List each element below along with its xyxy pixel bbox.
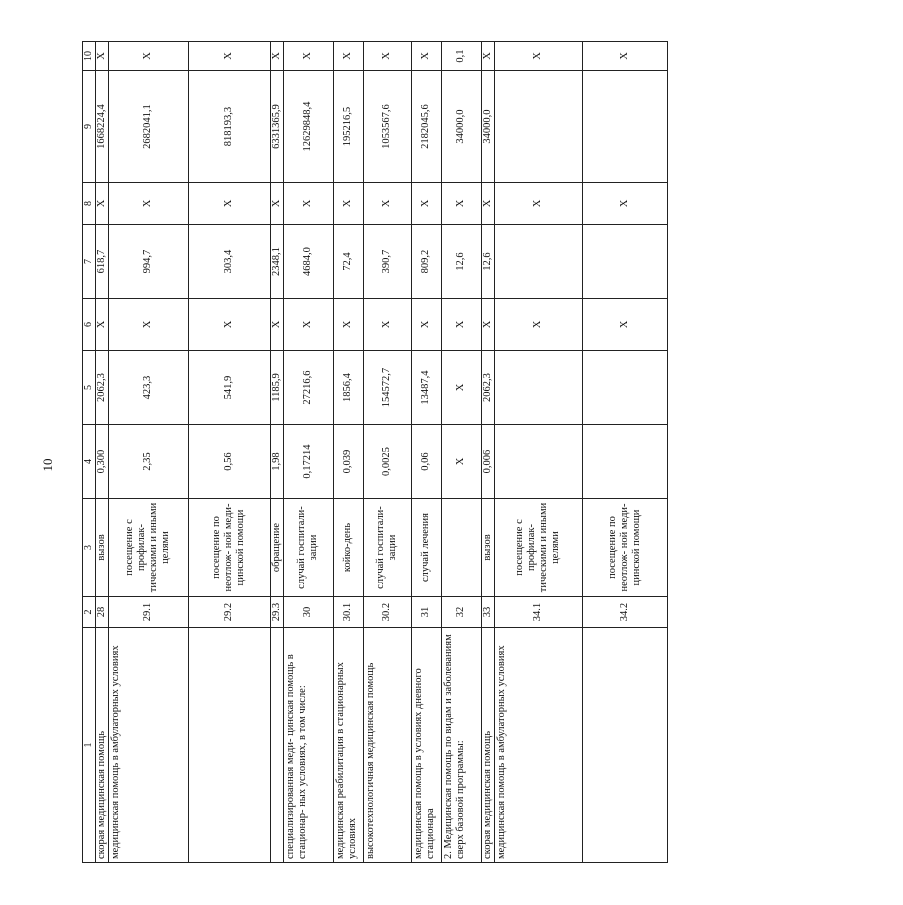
table-cell: 423,3 (108, 351, 188, 425)
table-cell (494, 425, 582, 499)
table-cell: вызов (481, 499, 494, 597)
table-cell (582, 225, 667, 299)
table-cell: 2,35 (108, 425, 188, 499)
row-name-cell: медицинская помощь в условиях дневного стационара (411, 628, 441, 863)
table-cell: 12,6 (441, 225, 481, 299)
page-number: 10 (40, 458, 55, 472)
table-row (188, 42, 270, 863)
table-cell: 0,039 (333, 425, 363, 499)
table-cell: обращение (270, 499, 283, 597)
table-cell: 72,4 (333, 225, 363, 299)
table-cell: X (481, 299, 494, 351)
header-cell: 8 (83, 183, 96, 225)
header-cell: 6 (83, 299, 96, 351)
table-cell: X (270, 183, 283, 225)
table-cell (494, 71, 582, 183)
table-cell: X (270, 42, 283, 71)
row-name-cell: скорая медицинская помощь (481, 628, 494, 863)
table-cell: 303,4 (188, 225, 270, 299)
table-cell: 12,6 (481, 225, 494, 299)
table-cell: 2682041,1 (108, 71, 188, 183)
table-row (270, 42, 283, 863)
table-cell: 0,1 (441, 42, 481, 71)
row-name-cell: медицинская помощь в амбулаторных условиях (494, 628, 582, 863)
table-cell: 29.3 (270, 597, 283, 628)
table-cell: X (283, 299, 333, 351)
table-cell (441, 499, 481, 597)
table-cell: 390,7 (363, 225, 411, 299)
table-cell: случай госпитали- зации (363, 499, 411, 597)
header-cell: 10 (83, 42, 96, 71)
table-cell: X (333, 183, 363, 225)
table-cell: X (363, 42, 411, 71)
table-cell: посещение с профилак- тическими и иными целями (108, 499, 188, 597)
table-cell: 31 (411, 597, 441, 628)
table-cell: X (108, 42, 188, 71)
table-cell: X (441, 299, 481, 351)
table-cell: 34000,0 (481, 71, 494, 183)
table-cell: 32 (441, 597, 481, 628)
table-cell: X (270, 299, 283, 351)
table-cell: 1856,4 (333, 351, 363, 425)
row-name-cell: 2. Медицинская помощь по видам и заболеваниям сверх базовой программы: (441, 628, 481, 863)
header-cell: 3 (83, 499, 96, 597)
header-row (83, 42, 96, 863)
table-cell: X (363, 299, 411, 351)
table-cell: X (95, 299, 108, 351)
table-cell: 13487,4 (411, 351, 441, 425)
table-cell: 0,06 (411, 425, 441, 499)
table-cell: 195216,5 (333, 71, 363, 183)
table-cell: X (582, 42, 667, 71)
table-cell (582, 425, 667, 499)
table-cell: X (441, 425, 481, 499)
table-row (441, 42, 481, 863)
table-cell: 0,0025 (363, 425, 411, 499)
table-cell: 1185,9 (270, 351, 283, 425)
table-cell: 0,006 (481, 425, 494, 499)
table-cell: X (363, 183, 411, 225)
table-cell: посещение по неотлож- ной меди- цинской помощи (188, 499, 270, 597)
row-name-cell (188, 628, 270, 863)
table-cell: 0,56 (188, 425, 270, 499)
table-cell: 4684,0 (283, 225, 333, 299)
table-cell: 618,7 (95, 225, 108, 299)
table-cell: 34.1 (494, 597, 582, 628)
table-cell: 0,300 (95, 425, 108, 499)
row-name-cell: скорая медицинская помощь (95, 628, 108, 863)
table-cell: X (481, 42, 494, 71)
header-cell: 9 (83, 71, 96, 183)
table-cell (582, 351, 667, 425)
table-cell: X (481, 183, 494, 225)
table-cell: X (494, 42, 582, 71)
table-cell: 994,7 (108, 225, 188, 299)
table-row (333, 42, 363, 863)
data-table (82, 41, 668, 863)
table-row (481, 42, 494, 863)
table-cell: 34000,0 (441, 71, 481, 183)
table-cell: X (582, 183, 667, 225)
table-cell: 33 (481, 597, 494, 628)
table-cell: посещение с профилак- тическими и иными целями (494, 499, 582, 597)
table-cell: 30.2 (363, 597, 411, 628)
table-row (95, 42, 108, 863)
table-cell: X (441, 351, 481, 425)
table-cell: 1,98 (270, 425, 283, 499)
table-cell: 28 (95, 597, 108, 628)
table-row (582, 42, 667, 863)
table-cell: X (582, 299, 667, 351)
table-cell: 2348,1 (270, 225, 283, 299)
table-cell: 30 (283, 597, 333, 628)
table-cell: X (441, 183, 481, 225)
table-cell: 154572,7 (363, 351, 411, 425)
table-cell: 34.2 (582, 597, 667, 628)
table-cell (494, 351, 582, 425)
table-cell: X (411, 299, 441, 351)
table-cell: 818193,3 (188, 71, 270, 183)
table-cell: X (283, 183, 333, 225)
header-cell: 5 (83, 351, 96, 425)
header-cell: 4 (83, 425, 96, 499)
table-cell: 541,9 (188, 351, 270, 425)
table-cell: вызов (95, 499, 108, 597)
table-cell: 1668224,4 (95, 71, 108, 183)
table-rotation-frame (82, 42, 642, 863)
table-cell: X (283, 42, 333, 71)
header-cell: 1 (83, 628, 96, 863)
table-cell: X (188, 42, 270, 71)
row-name-cell: медицинская реабилитация в стационарных условиях (333, 628, 363, 863)
table-cell: X (333, 299, 363, 351)
table-row (108, 42, 188, 863)
table-row (411, 42, 441, 863)
table-cell: X (108, 183, 188, 225)
table-cell: 2182045,6 (411, 71, 441, 183)
header-cell: 2 (83, 597, 96, 628)
table-cell: X (333, 42, 363, 71)
row-name-cell: высокотехнологичная медицинская помощь (363, 628, 411, 863)
table-row (283, 42, 333, 863)
header-cell: 7 (83, 225, 96, 299)
table-cell: 30.1 (333, 597, 363, 628)
row-name-cell: медицинская помощь в амбулаторных условиях (108, 628, 188, 863)
table-cell: X (95, 42, 108, 71)
row-name-cell (270, 628, 283, 863)
table-cell: 6331365,9 (270, 71, 283, 183)
row-name-cell: специализированная меди- цинская помощь в стационар- ных условиях, в том числе: (283, 628, 333, 863)
table-cell: 0,17214 (283, 425, 333, 499)
table-cell: X (188, 299, 270, 351)
table-cell: X (494, 183, 582, 225)
table-cell: X (411, 183, 441, 225)
table-cell: 29.2 (188, 597, 270, 628)
table-cell: 29.1 (108, 597, 188, 628)
table-cell: 2062,3 (95, 351, 108, 425)
table-cell: X (95, 183, 108, 225)
table-cell: посещение по неотлож- ной меди- цинской помощи (582, 499, 667, 597)
rotated-table-wrapper (82, 42, 903, 859)
table-cell: X (108, 299, 188, 351)
table-cell (494, 225, 582, 299)
row-name-cell (582, 628, 667, 863)
table-cell: случай лечения (411, 499, 441, 597)
table-cell: случай госпитали- зации (283, 499, 333, 597)
table-cell: X (411, 42, 441, 71)
table-cell: 2062,3 (481, 351, 494, 425)
table-cell: 809,2 (411, 225, 441, 299)
table-cell: X (494, 299, 582, 351)
table-cell: 12629848,4 (283, 71, 333, 183)
table-cell: 1053567,6 (363, 71, 411, 183)
table-cell: койко-день (333, 499, 363, 597)
table-cell: 27216,6 (283, 351, 333, 425)
table-row (494, 42, 582, 863)
table-cell: X (188, 183, 270, 225)
table-cell (582, 71, 667, 183)
table-row (363, 42, 411, 863)
